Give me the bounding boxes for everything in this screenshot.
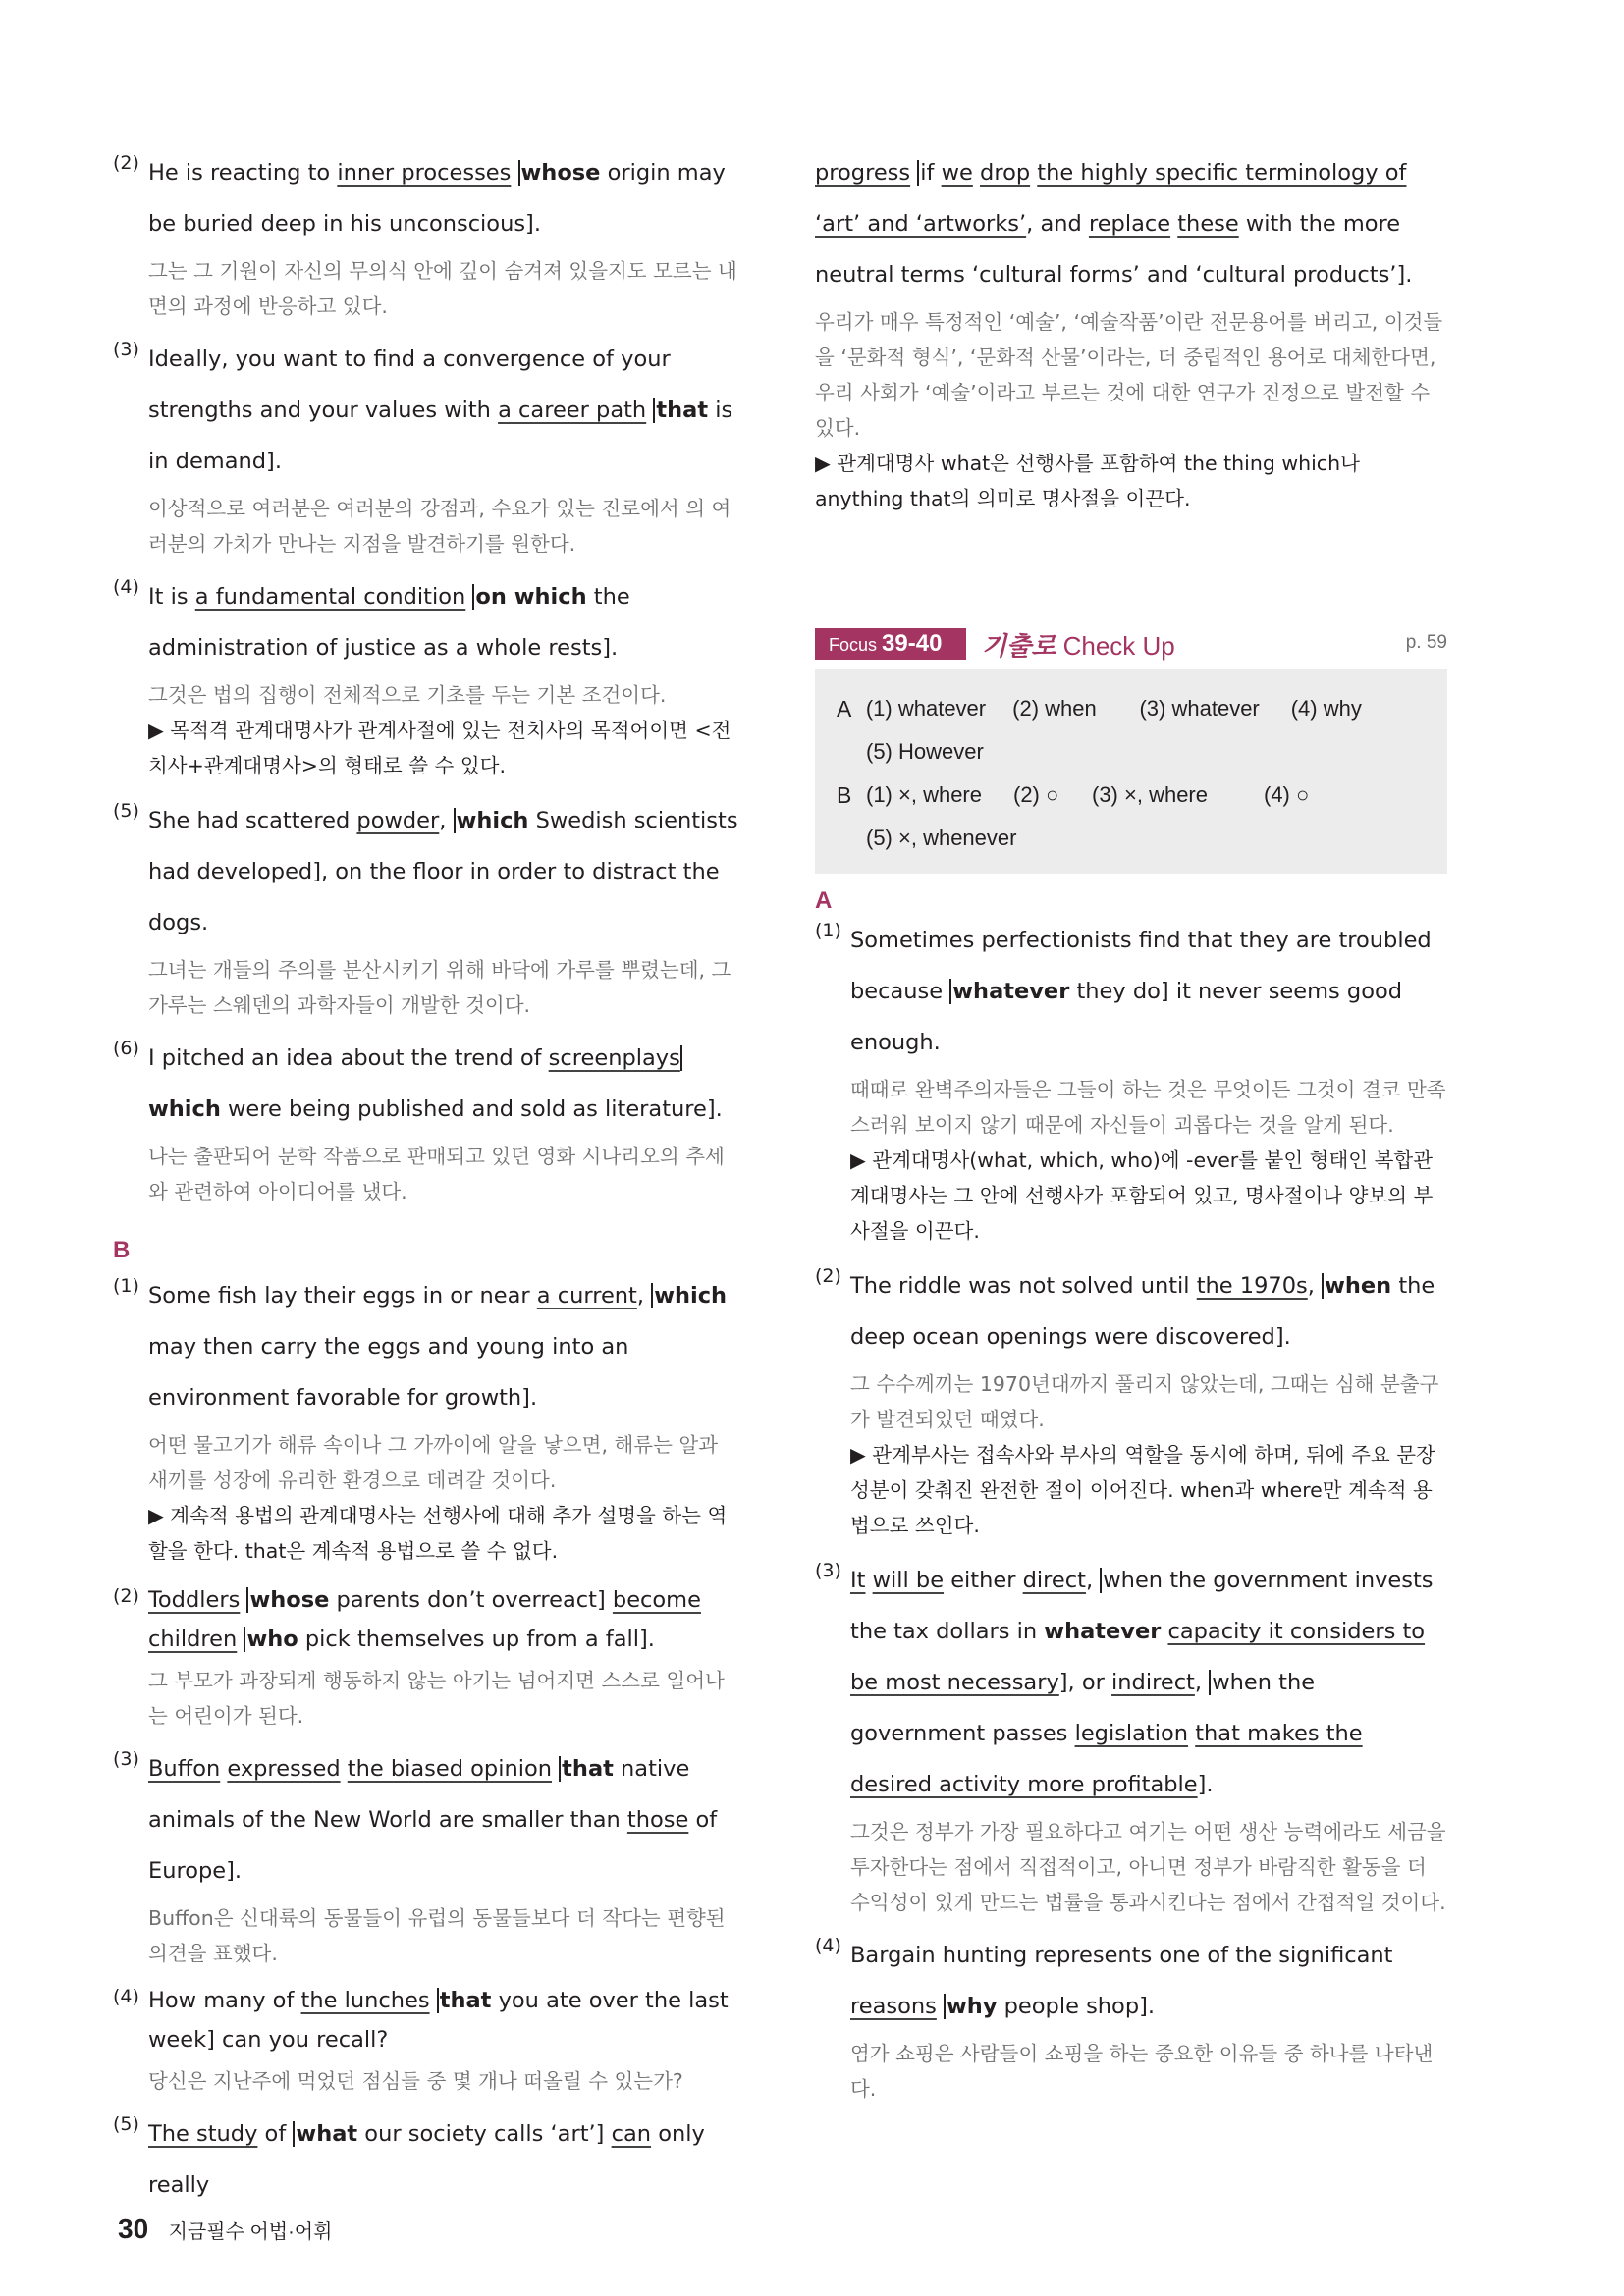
answer-row-b2 <box>837 817 1428 860</box>
answer-a5: (5) However <box>866 739 984 764</box>
english-sentence: Some fish lay their eggs in or near a current, which may then carry the eggs and young into an environment favorable for growth]. <box>148 1283 728 1411</box>
english-sentence: It will be either direct, when the government invests the tax dollars in whatever capacity it considers to be most necessary], or indirect, when the government passes legislation that makes the desired activity more profitable]. <box>850 1568 1434 1797</box>
korean-translation: 당신은 지난주에 먹었던 점심들 중 몇 개나 떠올릴 수 있는가? <box>148 2069 683 2093</box>
b-item-2 <box>113 1580 743 1743</box>
english-sentence: Bargain hunting represents one of the significant reasons why people shop]. <box>850 1943 1393 2019</box>
english-sentence: Sometimes perfectionists find that they are troubled because whatever they do] it never seems good enough. <box>850 928 1432 1055</box>
grammar-note: ▶ 계속적 용법의 관계대명사는 선행사에 대해 추가 설명을 하는 역할을 한다. that은 계속적 용법으로 쓸 수 없다. <box>148 1504 728 1563</box>
grammar-note: ▶ 관계부사는 접속사와 부사의 역할을 동시에 하며, 뒤에 주요 문장 성분이 갖춰진 완전한 절이 이어진다. when과 where만 계속적 용법으로 쓰인다. <box>850 1443 1435 1537</box>
right-column <box>815 147 1447 2116</box>
item-number: (4) <box>113 576 139 598</box>
english-sentence: progress if we drop the highly specific terminology of ‘art’ and ‘artworks’, and replace these with the more neutral terms ‘cultural forms’ and ‘cultural products’]. <box>815 160 1413 288</box>
korean-translation: 그것은 법의 집행이 전체적으로 기초를 두는 기본 조건이다. <box>148 683 667 707</box>
r-item-4 <box>815 1930 1447 2116</box>
answer-a4: (4) why <box>1290 696 1362 721</box>
grammar-note: ▶ 관계대명사 what은 선행사를 포함하여 the thing which나 anything that의 의미로 명사절을 이끈다. <box>815 452 1360 510</box>
page-number: 30 <box>118 2214 149 2244</box>
focus-header <box>815 624 1447 664</box>
b-item-5 <box>113 2109 743 2211</box>
focus-badge <box>815 628 966 660</box>
answer-b4: (4) ○ <box>1264 782 1310 807</box>
item-number: (5) <box>113 800 139 822</box>
focus-page-ref: p. 59 <box>1405 632 1447 653</box>
focus-range: 39-40 <box>882 630 943 657</box>
korean-translation: 나는 출판되어 문학 작품으로 판매되고 있던 영화 시나리오의 추세와 관련하여 아이디어를 냈다. <box>148 1145 725 1203</box>
r-item-1 <box>815 915 1447 1260</box>
page-footer <box>118 2214 332 2245</box>
english-sentence: How many of the lunches that you ate over the last week] can you recall? <box>148 1988 729 2053</box>
a-item-3 <box>113 334 743 571</box>
a-item-2 <box>113 147 743 334</box>
item-number: (2) <box>815 1265 841 1287</box>
english-sentence: Buffon expressed the biased opinion that native animals of the New World are smaller than those of Europe]. <box>148 1756 718 1884</box>
title-kr: 기출로 <box>982 631 1056 661</box>
korean-translation: 어떤 물고기가 해류 속이나 그 가까이에 알을 낳으면, 해류는 알과 새끼를 성장에 유리한 환경으로 데려갈 것이다. <box>148 1433 719 1492</box>
english-sentence: The study of what our society calls ‘art’] can only really <box>148 2121 705 2198</box>
item-number: (1) <box>113 1275 139 1297</box>
r-item-3 <box>815 1555 1447 1930</box>
korean-translation: 그 부모가 과장되게 행동하지 않는 아기는 넘어지면 스스로 일어나는 어린이가 된다. <box>148 1669 725 1728</box>
answer-row-b <box>837 774 1428 817</box>
item-number: (4) <box>113 1986 139 2007</box>
item-number: (3) <box>113 1748 139 1770</box>
item-number: (6) <box>113 1038 139 1059</box>
answer-row-a2 <box>837 730 1428 774</box>
answer-b1: (1) ×, where <box>866 782 982 807</box>
korean-translation: 그녀는 개들의 주의를 분산시키기 위해 바닥에 가루를 뿌렸는데, 그 가루는 스웨덴의 과학자들이 개발한 것이다. <box>148 958 731 1017</box>
grammar-note: ▶ 관계대명사(what, which, who)에 -ever를 붙인 형태인 복합관계대명사는 그 안에 선행사가 포함되어 있고, 명사절이나 양보의 부사절을 이끈다. <box>850 1148 1434 1243</box>
answer-box <box>815 669 1447 874</box>
korean-translation: 때때로 완벽주의자들은 그들이 하는 것은 무엇이든 그것이 결코 만족스러워 보이지 않기 때문에 자신들이 괴롭다는 것을 알게 된다. <box>850 1078 1446 1137</box>
english-sentence: Toddlers whose parents don’t overreact] become children who pick themselves up from a fall]. <box>148 1587 701 1652</box>
english-sentence: The riddle was not solved until the 1970s, when the deep ocean openings were discovered]. <box>850 1273 1435 1350</box>
korean-translation: 그것은 정부가 가장 필요하다고 여기는 어떤 생산 능력에라도 세금을 투자한다는 점에서 직접적이고, 아니면 정부가 바람직한 활동을 더 수익성이 있게 만드는 법률을 통과시킨다는 점에서 간접적일 것이다. <box>850 1820 1446 1914</box>
answer-b3: (3) ×, where <box>1092 782 1208 807</box>
answer-b2: (2) ○ <box>1013 782 1059 807</box>
left-column <box>113 147 743 2211</box>
answer-a3: (3) whatever <box>1139 696 1260 721</box>
b-item-3 <box>113 1743 743 1981</box>
english-sentence: He is reacting to inner processes whose origin may be buried deep in his unconscious]. <box>148 160 726 237</box>
section-a-heading: A <box>815 887 833 914</box>
a-item-5 <box>113 795 743 1033</box>
grammar-note: ▶ 목적격 관계대명사가 관계사절에 있는 전치사의 목적어이면 <전치사+관계대명사>의 형태로 쓸 수 있다. <box>148 719 731 777</box>
korean-translation: 그는 그 기원이 자신의 무의식 안에 깊이 숨겨져 있을지도 모르는 내면의 과정에 반응하고 있다. <box>148 259 737 318</box>
korean-translation: 이상적으로 여러분은 여러분의 강점과, 수요가 있는 진로에서 의 여러분의 가치가 만나는 지점을 발견하기를 원한다. <box>148 497 731 556</box>
a-item-4 <box>113 571 743 795</box>
item-number: (2) <box>113 1585 139 1607</box>
english-sentence: It is a fundamental condition on which the administration of justice as a whole rests]. <box>148 584 630 661</box>
korean-translation: 염가 쇼핑은 사람들이 쇼핑을 하는 중요한 이유들 중 하나를 나타낸다. <box>850 2042 1434 2101</box>
korean-translation: 우리가 매우 특정적인 ‘예술’, ‘예술작품’이란 전문용어를 버리고, 이것들을 ‘문화적 형식’, ‘문화적 산물’이라는, 더 중립적인 용어로 대체한다면, 우리 사회가 ‘예술’이라고 부르는 것에 대한 연구가 진정으로 발전할 수 있다. <box>815 310 1443 440</box>
continued-sentence <box>815 147 1447 516</box>
focus-title <box>982 626 1175 663</box>
item-number: (2) <box>113 152 139 174</box>
title-en: Check Up <box>1062 631 1175 661</box>
korean-translation: Buffon은 신대륙의 동물들이 유럽의 동물들보다 더 작다는 편향된 의견을 표했다. <box>148 1906 726 1965</box>
focus-label: Focus <box>829 635 878 655</box>
section-b-heading: B <box>113 1237 131 1263</box>
answer-a1: (1) whatever <box>865 696 987 721</box>
item-number: (3) <box>815 1560 841 1581</box>
item-number: (1) <box>815 920 841 941</box>
r-item-2 <box>815 1260 1447 1555</box>
b-item-4 <box>113 1981 743 2109</box>
english-sentence: She had scattered powder, which Swedish scientists had developed], on the floor in order to distract the dogs. <box>148 808 738 935</box>
english-sentence: I pitched an idea about the trend of screenplays which were being published and sold as literature]. <box>148 1045 723 1122</box>
book-title: 지금필수 어법·어휘 <box>168 2221 333 2243</box>
b-item-1 <box>113 1270 743 1580</box>
item-number: (5) <box>113 2113 139 2135</box>
answer-label-a: A <box>837 695 852 721</box>
answer-b5: (5) ×, whenever <box>866 826 1017 850</box>
english-sentence: Ideally, you want to find a convergence of your strengths and your values with a career path that is in demand]. <box>148 347 733 474</box>
korean-translation: 그 수수께끼는 1970년대까지 풀리지 않았는데, 그때는 심해 분출구가 발견되었던 때였다. <box>850 1372 1439 1431</box>
answer-row-a <box>837 687 1428 730</box>
item-number: (4) <box>815 1935 841 1956</box>
answer-label-b: B <box>837 781 852 808</box>
answer-a2: (2) when <box>1012 696 1097 721</box>
item-number: (3) <box>113 339 139 360</box>
a-item-6 <box>113 1033 743 1219</box>
